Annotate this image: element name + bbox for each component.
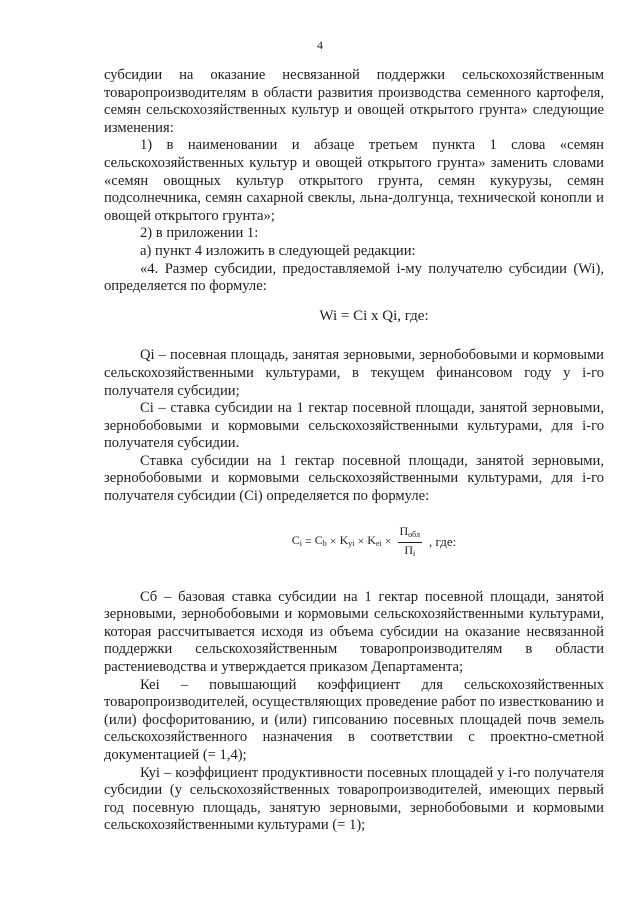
fraction-denominator: $П_i$ [404,542,416,558]
document-body [104,67,604,835]
paragraph-coef-cb: Cб – базовая ставка субсидии на 1 гектар посевной площади, занятой зерновыми, зернобобовыми и кормовыми сельскохозяйственными культурами, которая рассчитывается исходя из объема субсидии на оказание несвязанной поддержки сельскохозяйственным товаропроизводителям в области растениеводства и утверждается приказом Департамента; [104,588,604,676]
paragraph-def-ci: Ci – ставка субсидии на 1 гектар посевной площади, занятой зерновыми, зернобобовыми и кормовыми сельскохозяйственными культурами, для i-го получателя субсидии. [104,400,604,452]
formula-ci-lhs: $C_i$ [291,532,302,548]
formula-ci-times-2: × [354,534,368,549]
paragraph-def-rate: Ставка субсидии на 1 гектар посевной площади, занятой зерновыми, зернобобовыми и кормовыми сельскохозяйственными культурами, для i-го получателя субсидии (Ci) определяется по формуле: [104,452,604,505]
formula-ci-tail: , где: [429,534,457,550]
paragraph-intro-0: субсидии на оказание несвязанной поддержки сельскохозяйственным товаропроизводителям в области развития производства семенного картофеля, семян сельскохозяйственных культур и овощей открытого грунта» следующие изменения: [104,67,604,136]
paragraph-coef-kei: Кеi – повышающий коэффициент для сельскохозяйственных товаропроизводителей, осуществляющих проведение работ по известкованию и (или) фосфоритованию, и (или) гипсованию посевных площадей почв земель сельскохозяйственного назначения в соответствии с проектно-сметной документацией (= 1,4); [104,676,604,763]
formula-ci-eq: = [302,534,315,549]
formula-ci-fraction [398,524,423,561]
fraction-numerator: $П_{обл}$ [398,524,423,543]
formula-ci-kei: $K_{ei}$ [367,532,382,548]
formula-ci [104,524,604,561]
paragraph-intro-1: 1) в наименовании и абзаце третьем пункта 1 слова «семян сельскохозяйственных культур и овощей открытого грунта» заменить словами «семян овощных культур открытого грунта, семян кукурузы, семян подсолнечника, семян сахарной свеклы, льна-долгунца, технической конопли и овощей открытого грунта»; [104,137,604,224]
formula-ci-times-1: × [326,534,340,549]
page-number: 4 [317,38,323,52]
paragraph-intro-3: а) пункт 4 изложить в следующей редакции: [140,242,416,259]
formula-wi: Wi = Ci x Qi, где: [319,307,429,324]
formula-ci-cb: $C_b$ [314,532,327,548]
formula-ci-times-3: × [381,534,395,549]
formula-ci-ky: $K_{yi}$ [339,532,355,548]
paragraph-intro-4: «4. Размер субсидии, предоставляемой i-му получателю субсидии (Wi), определяется по формуле: [104,260,604,295]
paragraph-coef-kui: Куi – коэффициент продуктивности посевных площадей у i-го получателя субсидии (у сельскохозяйственных товаропроизводителей, имеющих первый год посевную площадь, занятую зерновыми, зернобобовыми и кормовыми сельскохозяйственными культурами (= 1); [104,764,604,834]
paragraph-def-qi: Qi – посевная площадь, занятая зерновыми, зернобобовыми и кормовыми сельскохозяйственными культурами, в текущем финансовом году у i-го получателя субсидии; [104,347,604,399]
paragraph-intro-2: 2) в приложении 1: [140,225,259,242]
